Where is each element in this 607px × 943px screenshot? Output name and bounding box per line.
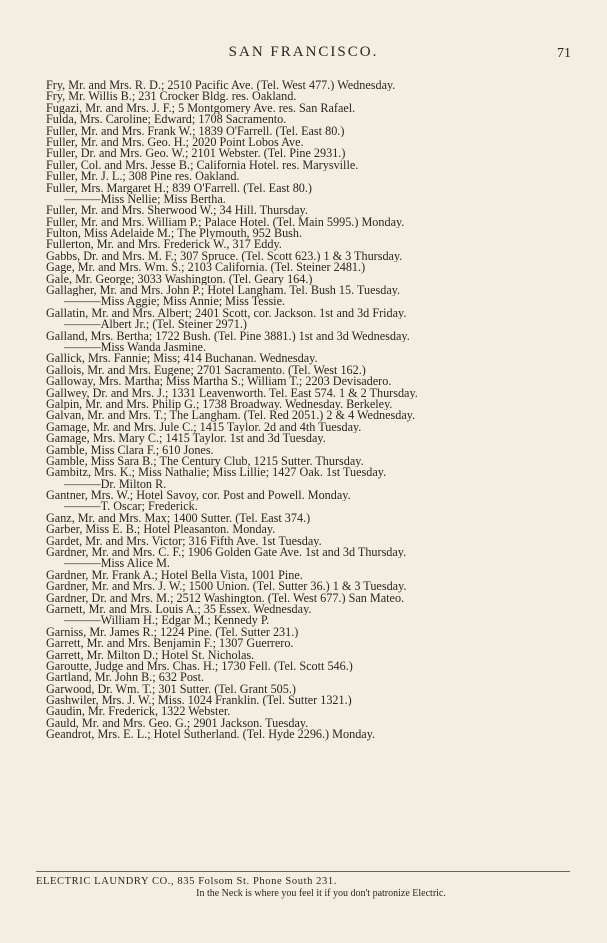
- footer-divider: [36, 871, 570, 872]
- directory-entry: Gamble, Miss Clara F.; 610 Jones.: [46, 444, 214, 456]
- directory-entry: ———Miss Alice M.: [64, 558, 170, 570]
- directory-entry: Gallois, Mr. and Mrs. Eugene; 2701 Sacramento. (Tel. West 162.): [46, 364, 366, 377]
- directory-entry: Garoutte, Judge and Mrs. Chas. H.; 1730 Fell. (Tel. Scott 546.): [46, 660, 353, 673]
- directory-entries: [46, 80, 566, 741]
- running-head: [0, 44, 607, 64]
- directory-entry: ———William H.; Edgar M.; Kennedy P.: [64, 615, 270, 627]
- directory-entry: Gartland, Mr. John B.; 632 Post.: [46, 672, 205, 684]
- directory-entry: Garrett, Mr. Milton D.; Hotel St. Nicholas.: [46, 649, 255, 661]
- directory-entry: ———Dr. Milton R.: [64, 478, 167, 491]
- directory-entry: Fuller, Mr. J. L.; 308 Pine res. Oakland.: [46, 171, 240, 183]
- directory-entry: Galloway, Mrs. Martha; Miss Martha S.; William T.; 2203 Devisadero.: [46, 376, 392, 388]
- directory-entry: Fulda, Mrs. Caroline; Edward; 1708 Sacramento.: [46, 114, 287, 126]
- directory-entry: Gardner, Mr. Frank A.; Hotel Bella Vista, 1001 Pine.: [46, 569, 303, 582]
- directory-entry: Ganz, Mr. and Mrs. Max; 1400 Sutter. (Tel. East 374.): [46, 512, 311, 525]
- directory-entry: Gantner, Mrs. W.; Hotel Savoy, cor. Post and Powell. Monday.: [46, 490, 351, 502]
- directory-entry: Gardner, Mr. and Mrs. C. F.; 1906 Golden Gate Ave. 1st and 3d Thursday.: [46, 547, 407, 559]
- directory-entry: Garnett, Mr. and Mrs. Louis A.; 35 Essex. Wednesday.: [46, 603, 312, 616]
- directory-entry: Fuller, Mrs. Margaret H.; 839 O'Farrell. (Tel. East 80.): [46, 182, 312, 194]
- directory-entry: Gamage, Mrs. Mary C.; 1415 Taylor. 1st and 3d Tuesday.: [46, 433, 326, 445]
- directory-entry: Fuller, Col. and Mrs. Jesse B.; California Hotel. res. Marysville.: [46, 159, 359, 172]
- directory-entry: Fugazi, Mr. and Mrs. J. F.; 5 Montgomery Ave. res. San Rafael.: [46, 102, 356, 115]
- directory-entry: Fry, Mr. Willis B.; 231 Crocker Bldg. res. Oakland.: [46, 91, 297, 103]
- directory-entry: Gardner, Mr. and Mrs. J. W.; 1500 Union. (Tel. Sutter 36.) 1 & 3 Tuesday.: [46, 581, 407, 593]
- directory-entry: Garber, Miss E. B.; Hotel Pleasanton. Monday.: [46, 524, 276, 536]
- directory-entry: Fuller, Mr. and Mrs. William P.; Palace Hotel. (Tel. Main 5995.) Monday.: [46, 216, 405, 229]
- directory-entry: Gambitz, Mrs. K.; Miss Nathalie; Miss Lillie; 1427 Oak. 1st Tuesday.: [46, 467, 387, 479]
- directory-entry: ———Albert Jr.; (Tel. Steiner 2971.): [64, 319, 247, 331]
- footer-ad-line-1: ELECTRIC LAUNDRY CO., 835 Folsom St. Phone South 231.: [36, 876, 337, 887]
- page-number: 71: [557, 46, 571, 61]
- directory-entry: Galpin, Mr. and Mrs. Philip G.; 1738 Broadway. Wednesday. Berkeley.: [46, 398, 393, 411]
- directory-entry: ———Miss Aggie; Miss Annie; Miss Tessie.: [64, 296, 286, 308]
- directory-entry: Galvan, Mr. and Mrs. T.; The Langham. (Tel. Red 2051.) 2 & 4 Wednesday.: [46, 410, 416, 422]
- page-title: SAN FRANCISCO.: [228, 44, 379, 60]
- directory-entry: Gauld, Mr. and Mrs. Geo. G.; 2901 Jackson. Tuesday.: [46, 717, 309, 730]
- directory-entry: Fuller, Mr. and Mrs. Geo. H.; 2020 Point Lobos Ave.: [46, 136, 304, 149]
- directory-entry: Gallwey, Dr. and Mrs. J.; 1331 Leavenworth. Tel. East 574. 1 & 2 Thursday.: [46, 387, 418, 399]
- directory-entry: Garrett, Mr. and Mrs. Benjamin F.; 1307 Guerrero.: [46, 638, 294, 650]
- directory-entry: Galland, Mrs. Bertha; 1722 Bush. (Tel. Pine 3881.) 1st and 3d Wednesday.: [46, 330, 410, 342]
- directory-entry: Gale, Mr. George; 3033 Washington. (Tel. Geary 164.): [46, 273, 313, 286]
- directory-entry: Fuller, Mr. and Mrs. Frank W.; 1839 O'Farrell. (Tel. East 80.): [46, 125, 345, 137]
- directory-entry: Geandrot, Mrs. E. L.; Hotel Sutherland. (Tel. Hyde 2296.) Monday.: [46, 729, 376, 741]
- directory-entry: Gaudin, Mr. Frederick, 1322 Webster.: [46, 706, 231, 718]
- directory-entry: Fry, Mr. and Mrs. R. D.; 2510 Pacific Ave. (Tel. West 477.) Wednesday.: [46, 80, 396, 92]
- directory-entry: Fullerton, Mr. and Mrs. Frederick W., 317 Eddy.: [46, 239, 282, 251]
- directory-entry: Gallatin, Mr. and Mrs. Albert; 2401 Scott, cor. Jackson. 1st and 3d Friday.: [46, 307, 407, 320]
- directory-entry: Garniss, Mr. James R.; 1224 Pine. (Tel. Sutter 231.): [46, 626, 299, 639]
- directory-entry: Gardet, Mr. and Mrs. Victor; 316 Fifth Ave. 1st Tuesday.: [46, 535, 322, 548]
- directory-entry: Gamage, Mr. and Mrs. Jule C.; 1415 Taylor. 2d and 4th Tuesday.: [46, 421, 362, 434]
- directory-entry: ———Miss Wanda Jasmine.: [64, 341, 206, 354]
- directory-entry: Fuller, Dr. and Mrs. Geo. W.; 2101 Webster. (Tel. Pine 2931.): [46, 148, 346, 160]
- directory-entry: Fuller, Mr. and Mrs. Sherwood W.; 34 Hill. Thursday.: [46, 205, 308, 217]
- footer-advertisement: [36, 876, 576, 899]
- directory-entry: Garwood, Dr. Wm. T.; 301 Sutter. (Tel. Grant 505.): [46, 683, 296, 696]
- directory-entry: Gage, Mr. and Mrs. Wm. S.; 2103 California. (Tel. Steiner 2481.): [46, 262, 366, 274]
- directory-entry: Gamble, Miss Sara B.; The Century Club, 1215 Sutter. Thursday.: [46, 455, 364, 468]
- directory-entry: Gardner, Dr. and Mrs. M.; 2512 Washington. (Tel. West 677.) San Mateo.: [46, 592, 405, 604]
- directory-entry: Gashwiler, Mrs. J. W.; Miss. 1024 Franklin. (Tel. Sutter 1321.): [46, 695, 352, 707]
- footer-ad-line-2: In the Neck is where you feel it if you don't patronize Electric.: [196, 888, 446, 899]
- directory-entry: ———T. Oscar; Frederick.: [64, 501, 198, 513]
- directory-entry: Gabbs, Dr. and Mrs. M. F.; 307 Spruce. (Tel. Scott 623.) 1 & 3 Thursday.: [46, 250, 403, 263]
- directory-entry: Fulton, Miss Adelaide M.; The Plymouth, 952 Bush.: [46, 228, 303, 240]
- directory-entry: Gallagher, Mr. and Mrs. John P.; Hotel Langham. Tel. Bush 15. Tuesday.: [46, 285, 401, 297]
- directory-entry: ———Miss Nellie; Miss Bertha.: [64, 193, 226, 206]
- directory-entry: Gallick, Mrs. Fannie; Miss; 414 Buchanan. Wednesday.: [46, 353, 318, 365]
